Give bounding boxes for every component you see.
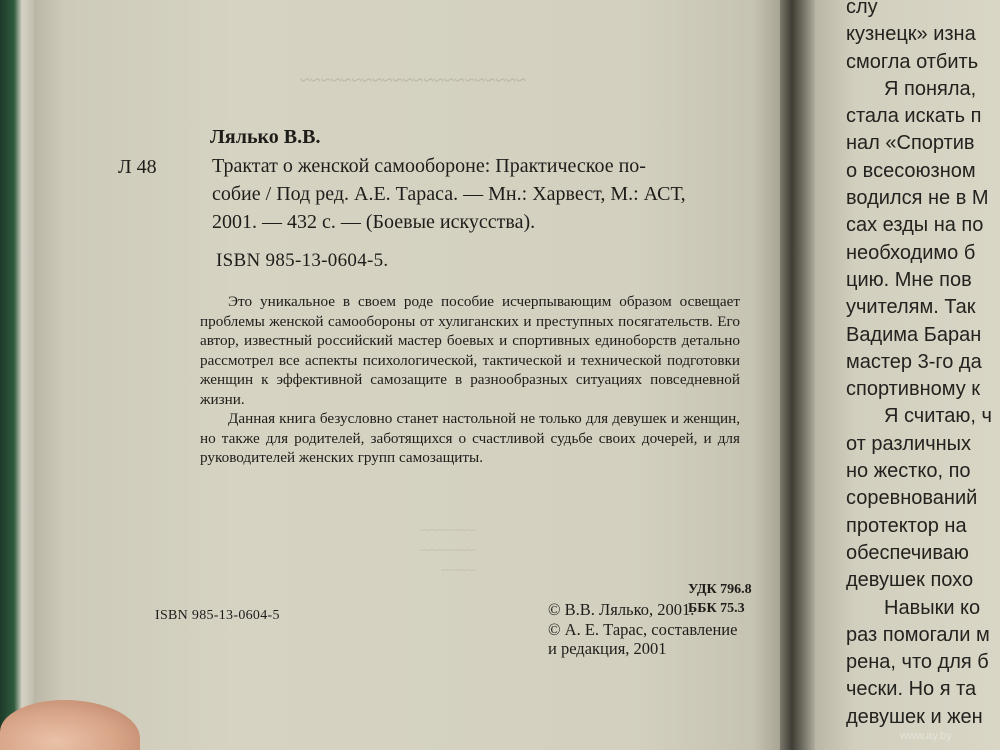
book-spine [0,0,34,750]
facing-page-line: сах езды на по [846,214,984,237]
bib-line: Трактат о женской самообороне: Практическое по- [212,155,646,177]
facing-page-line: Я поняла, [884,77,977,100]
annotation [200,292,740,468]
page-gutter [780,0,820,750]
facing-page-line: слу [846,0,878,18]
bibliographic-entry [212,152,686,236]
facing-page-line: необходимо б [846,241,976,264]
facing-page-line: раз помогали м [846,623,990,646]
facing-page-line: кузнецк» изна [846,23,976,46]
facing-page-line: мастер 3-го да [846,350,982,373]
isbn-main: ISBN 985-13-0604-5. [216,250,389,271]
facing-page-line: о всесоюзном [846,159,976,182]
facing-page-line: протектор на [846,514,967,537]
annotation-paragraph: Данная книга безусловно станет настольной не только для девушек и женщин, но также для родителей, заботящихся о счастливой судьбе своих дочерей, и для руководителей женских групп самозащиты. [200,410,740,466]
copyright-line: и редакция, 2001 [548,639,667,658]
author-name: Лялько В.В. [210,126,321,148]
copyright-block [548,600,737,659]
copyright-line: © В.В. Лялько, 2001. [548,600,695,619]
udk-code: УДК 796.8 [688,582,752,597]
facing-page-line: девушек похо [846,569,974,592]
facing-page-line: от различных [846,432,972,455]
facing-page-line: смогла отбить [846,50,979,73]
facing-page-line: чески. Но я та [846,678,977,701]
facing-page-line: учителям. Так [846,296,976,319]
facing-page-line: Вадима Баран [846,323,982,346]
facing-page-line: спортивному к [846,378,981,401]
bib-line: 2001. — 432 с. — (Боевые искусства). [212,211,536,233]
annotation-paragraph: Это уникальное в своем роде пособие исчерпывающим образом освещает проблемы женской самообороны от хулиганских и преступных посягательств. Его автор, известный российский мастер боевых и спортивных единоборств детально рассмотрел все аспекты психологической, тактической и технической подготовки женщин к эффективной самозащите в разнообразных ситуациях повседневной жизни. [200,293,740,408]
facing-page-line: нал «Спортив [846,132,975,155]
facing-page-line: водился не в М [846,187,989,210]
bib-line: собие / Под ред. А.Е. Тараса. — Мн.: Харвест, М.: АСТ, [212,183,686,205]
facing-page-line: рена, что для б [846,651,989,674]
call-code: Л 48 [118,156,157,178]
facing-page-line: обеспечиваю [846,541,969,564]
facing-page-line: девушек и жен [846,705,983,728]
facing-page-text [846,0,992,731]
isbn-footer: ISBN 985-13-0604-5 [155,608,280,623]
facing-page-line: цию. Мне пов [846,268,972,291]
facing-page-line: Навыки ко [884,596,981,619]
facing-page-line: стала искать п [846,105,982,128]
show-through-text: ~~~~~~~~~~~~~~~~~~~~~~ [300,70,527,91]
facing-page-line: но жестко, по [846,460,971,483]
facing-page-line: Я считаю, ч [884,405,992,428]
facing-page-line: соревнований [846,487,978,510]
show-through-text-lower: ~~~~~~~~ ~~~~~~~~ ~~~~~ [420,522,477,577]
bbk-code: ББК 75.3 [688,601,745,616]
copyright-line: © А. Е. Тарас, составление [548,619,738,639]
watermark: www.ay.by [900,730,952,742]
